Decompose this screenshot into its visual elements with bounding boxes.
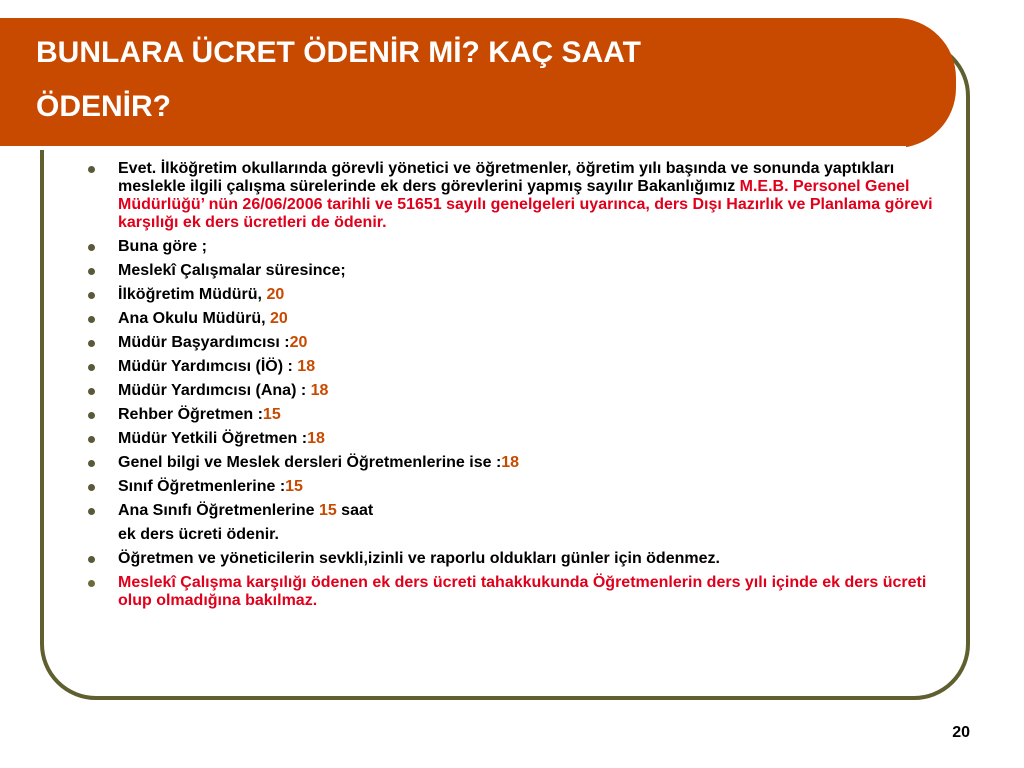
row-value: 15 (262, 406, 281, 423)
title-line-1: BUNLARA ÜCRET ÖDENİR Mİ? KAÇ SAAT (36, 36, 641, 69)
list-item-text: Meslekî Çalışmalar süresince; (118, 262, 346, 279)
row-label: Genel bilgi ve Meslek dersleri Öğretmenlerine ise : (118, 454, 502, 471)
row-label: Müdür Yardımcısı (Ana) : (118, 382, 311, 399)
row-value: 20 (270, 310, 288, 327)
bullet-icon (88, 244, 95, 251)
row-suffix: saat (336, 502, 374, 519)
slide-title (36, 26, 896, 134)
bullet-icon (88, 580, 95, 587)
row-label: Müdür Başyardımcısı : (118, 334, 290, 351)
list-item-buna-gore (88, 238, 950, 256)
list-item-ana-sinif (88, 502, 950, 520)
bullet-icon (88, 508, 95, 515)
bullet-icon (88, 364, 95, 371)
page-number: 20 (952, 724, 970, 741)
bullet-icon (88, 436, 95, 443)
list-item-row (88, 406, 950, 424)
row-value: 18 (307, 430, 325, 447)
row-label: Ana Sınıfı Öğretmenlerine (118, 502, 319, 519)
list-item-row (88, 454, 950, 472)
list-item-text: Buna göre ; (118, 238, 207, 255)
list-item-row (88, 478, 950, 496)
bullet-list (88, 160, 950, 616)
bullet-icon (88, 268, 95, 275)
row-label: İlköğretim Müdürü, (118, 286, 267, 303)
list-item-row (88, 310, 950, 328)
list-item-final (88, 574, 950, 610)
row-label: Sınıf Öğretmenlerine : (118, 478, 286, 495)
row-label: Rehber Öğretmen : (118, 406, 263, 423)
list-item-row (88, 382, 950, 400)
row-label: Ana Okulu Müdürü, (118, 310, 270, 327)
bullet-icon (88, 166, 95, 173)
bullet-icon (88, 388, 95, 395)
bullet-icon (88, 412, 95, 419)
row-label: Müdür Yardımcısı (İÖ) : (118, 358, 298, 375)
intro-red-text: M.E.B. Personel Genel Müdürlüğü’ nün 26/06/2006 tarihli ve 51651 sayılı genelgeleri uyarınca, ders Dışı Hazırlık ve Planlama görevi karşılığı ek ders ücretleri de ödenir. (118, 178, 933, 231)
list-item-row (88, 334, 950, 352)
list-item-meslek-calisma (88, 262, 950, 280)
title-line-2: ÖDENİR? (36, 90, 171, 123)
row-value: 18 (310, 382, 329, 399)
final-red-text: Meslekî Çalışma karşılığı ödenen ek ders ücreti tahakkukunda Öğretmenlerin ders yılı içinde ek ders ücreti olup olmadığına bakılmaz. (118, 574, 927, 609)
row-value: 15 (318, 502, 337, 519)
intro-text: Evet. İlköğretim okullarında görevli yönetici ve öğretmenler, öğretim yılı başında ve sonunda yaptıkları meslekle ilgili çalışma sürelerinde ek ders görevlerini yapmış sayılır Bakanlığımız (118, 160, 895, 195)
row-value: 20 (266, 286, 285, 303)
list-item-text: Öğretmen ve yöneticilerin sevkli,izinli ve raporlu oldukları günler için ödenmez. (118, 550, 720, 567)
bullet-icon (88, 292, 95, 299)
row-label: Müdür Yetkili Öğretmen : (118, 430, 308, 447)
list-item-row (88, 430, 950, 448)
list-item-row (88, 358, 950, 376)
row-value: 18 (297, 358, 316, 375)
row-value: 20 (289, 334, 308, 351)
bullet-icon (88, 316, 95, 323)
row-value: 18 (501, 454, 520, 471)
bullet-icon (88, 460, 95, 467)
list-item-intro (88, 160, 950, 232)
bullet-icon (88, 484, 95, 491)
row-value: 15 (285, 478, 303, 495)
bullet-icon (88, 340, 95, 347)
list-item-row (88, 286, 950, 304)
ana-sinif-continuation: ek ders ücreti ödenir. (118, 526, 279, 543)
list-item-sevk (88, 550, 950, 568)
bullet-icon (88, 556, 95, 563)
title-underline (0, 146, 906, 150)
